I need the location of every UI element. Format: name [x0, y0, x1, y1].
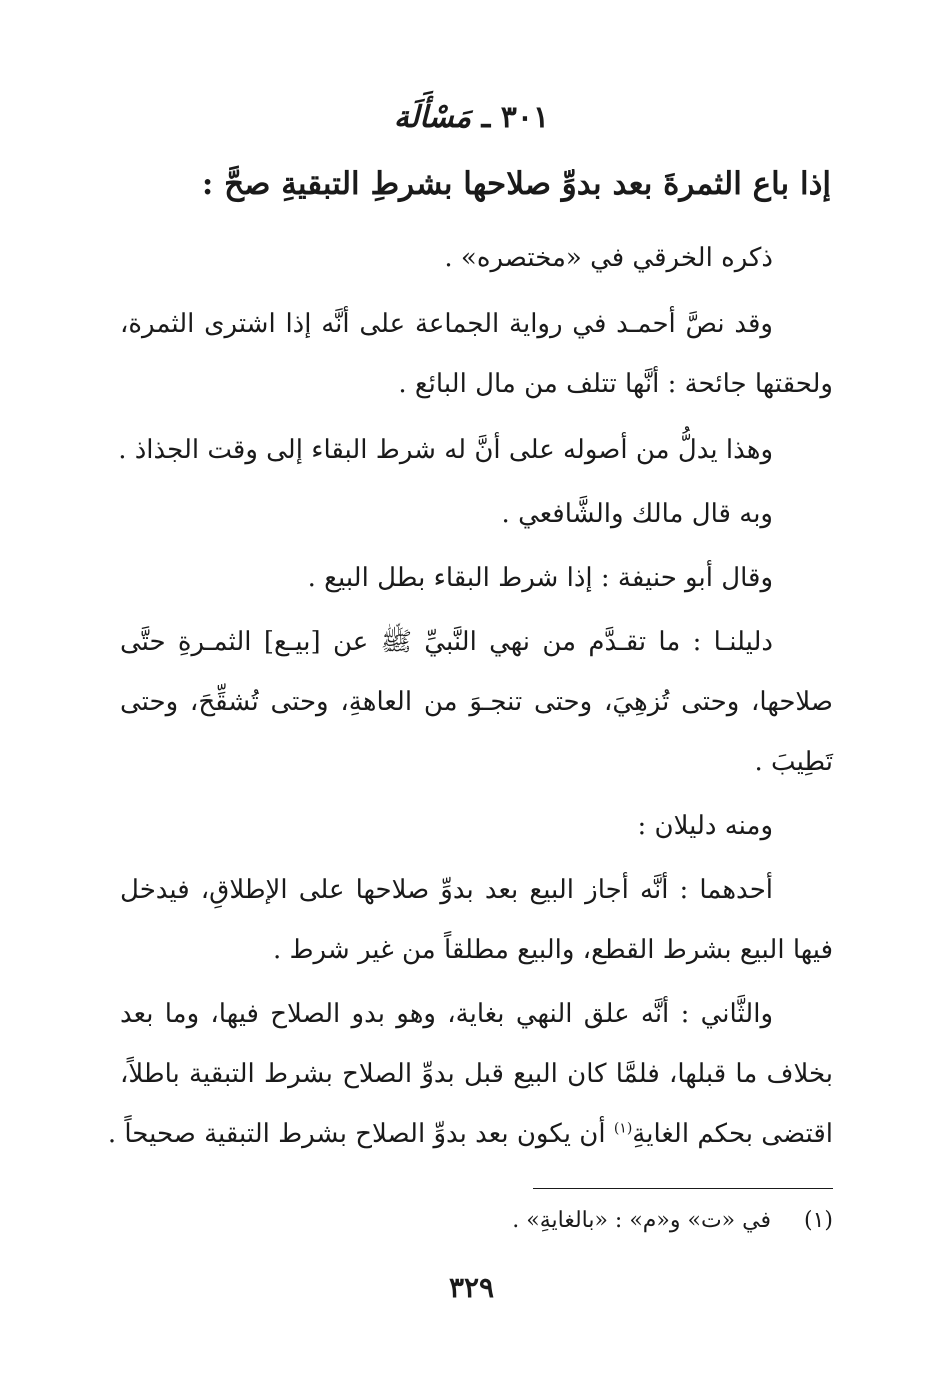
issue-title: إذا باع الثمرةَ بعد بدوِّ صلاحها بشرطِ التبقيةِ صحَّ :: [201, 166, 831, 202]
page-number: ٣٢٩: [448, 1271, 495, 1304]
masala-heading: [120, 96, 823, 140]
text-segment: أن يكون بعد بدوِّ الصلاح بشرط التبقية صحيحاً .: [107, 1119, 606, 1149]
text-line: ذكره الخرقي في «مختصره» .: [444, 243, 773, 273]
text-line: ولحقتها جائحة : أنَّها تتلف من مال البائع .: [398, 369, 833, 399]
text-line: فيها البيع بشرط القطع، والبيع مطلقاً من غير شرط .: [272, 935, 833, 965]
text-line: بخلاف ما قبلها، فلمَّا كان البيع قبل بدوِّ الصلاح بشرط التبقية باطلاً،: [120, 1059, 833, 1089]
text-line: وقد نصَّ أحمـد في رواية الجماعة على أنَّه إذا اشترى الثمرة،: [120, 309, 773, 339]
text-segment: اقتضى بحكم الغايةِ: [632, 1119, 833, 1149]
text-line: وبه قال مالك والشَّافعي .: [501, 499, 773, 529]
text-line: ومنه دليلان :: [637, 811, 773, 841]
masala-separator: ـ: [481, 100, 491, 135]
masala-number: ٣٠١: [500, 100, 550, 135]
text-line: والثَّاني : أنَّه علق النهي بغاية، وهو بدو الصلاح فيها، وما بعد: [120, 999, 773, 1029]
footnote: [512, 1204, 833, 1238]
footnote-divider: [533, 1188, 833, 1189]
text-line: [108, 1114, 833, 1154]
text-line: دليلنـا : ما تقـدَّم من نهي النَّبيِّ ﷺ عن [بيـع] الثمـرةِ حتَّى: [120, 627, 773, 657]
masala-word: مَسْأَلَة: [393, 100, 472, 135]
text-line: صلاحها، وحتى تُزهِيَ، وحتى تنجـوَ من العاهةِ، وحتى تُشقِّحَ، وحتى: [120, 687, 833, 717]
text-line: وقال أبو حنيفة : إذا شرط البقاء بطل البيع .: [307, 563, 773, 593]
footnote-ref: (١): [613, 1120, 633, 1137]
text-line: أحدهما : أنَّه أجاز البيع بعد بدوِّ صلاحها على الإطلاقِ، فيدخل: [120, 875, 773, 905]
footnote-text: في «ت» و«م» : «بالغايةِ» .: [512, 1208, 771, 1233]
footnote-number: (١): [803, 1208, 833, 1233]
text-line: تَطِيبَ .: [754, 747, 833, 777]
text-line: وهذا يدلُّ من أصوله على أنَّ له شرط البقاء إلى وقت الجذاذ .: [118, 435, 773, 465]
